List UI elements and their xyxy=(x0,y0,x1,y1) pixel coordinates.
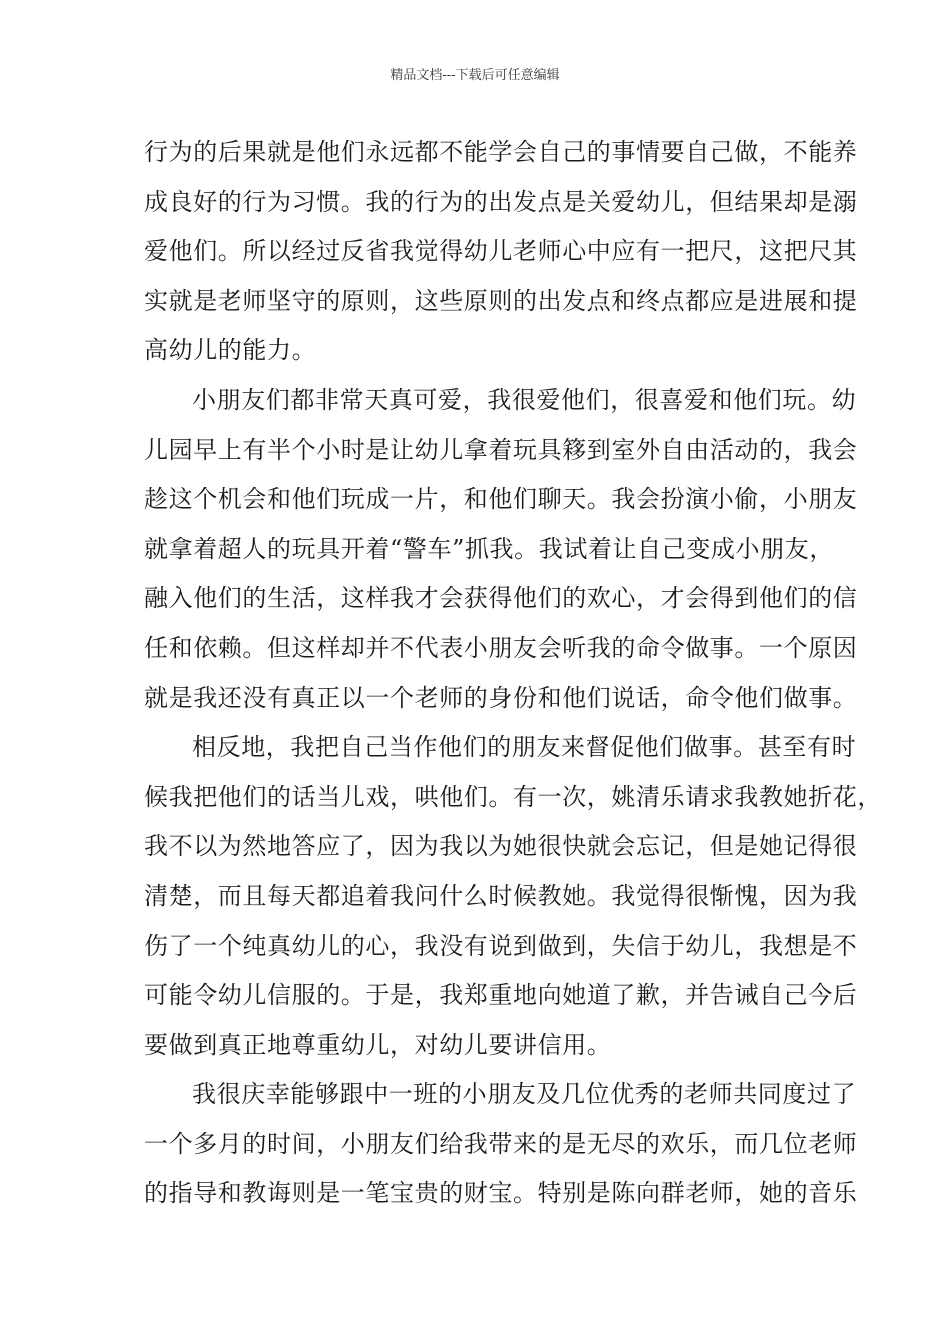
paragraph-first-line: 我很庆幸能够跟中一班的小朋友及几位优秀的老师共同度过了 xyxy=(192,1080,857,1109)
text-line: 伤了一个纯真幼儿的心，我没有说到做到，失信于幼儿，我想是不 xyxy=(144,931,858,960)
document-body xyxy=(144,128,882,1219)
text-line: 成良好的行为习惯。我的行为的出发点是关爱幼儿，但结果却是溺 xyxy=(144,187,858,216)
paragraph-first-line: 小朋友们都非常天真可爱，我很爱他们，很喜爱和他们玩。幼 xyxy=(192,385,857,414)
text-line: 要做到真正地尊重幼儿，对幼儿要讲信用。 xyxy=(144,1030,612,1059)
page-header: 精品文档---下载后可任意编辑 xyxy=(390,68,560,83)
text-line: 行为的后果就是他们永远都不能学会自己的事情要自己做，不能养 xyxy=(144,138,858,166)
text-line: 趁这个机会和他们玩成一片，和他们聊天。我会扮演小偷，小朋友 xyxy=(144,485,858,514)
text-line: 可能令幼儿信服的。于是，我郑重地向她道了歉，并告诫自己今后 xyxy=(144,981,858,1010)
text-line: 儿园早上有半个小时是让幼儿拿着玩具簃到室外自由活动的，我会 xyxy=(144,435,858,464)
text-line: 候我把他们的话当儿戏，哄他们。有一次，姚清乐请求我教她折花， xyxy=(144,782,882,811)
text-line: 一个多月的时间，小朋友们给我带来的是无尽的欢乐，而几位老师 xyxy=(144,1129,858,1158)
text-line: 融入他们的生活，这样我才会获得他们的欢心，才会得到他们的信 xyxy=(144,584,858,613)
text-line: 爱他们。所以经过反省我觉得幼儿老师心中应有一把尺，这把尺其 xyxy=(144,237,858,266)
text-line: 清楚，而且每天都追着我问什么时候教她。我觉得很惭愧，因为我 xyxy=(144,881,858,910)
paragraph-first-line: 相反地，我把自己当作他们的朋友来督促他们做事。甚至有时 xyxy=(192,733,857,762)
text-line: 任和依赖。但这样却并不代表小朋友会听我的命令做事。一个原因 xyxy=(144,633,858,662)
text-line: 实就是老师坚守的原则，这些原则的出发点和终点都应是进展和提 xyxy=(144,286,858,315)
text-line: 就是我还没有真正以一个老师的身份和他们说话，命令他们做事。 xyxy=(144,683,858,712)
text-line: 高幼儿的能力。 xyxy=(144,336,317,365)
text-line: 我不以为然地答应了，因为我以为她很快就会忘记，但是她记得很 xyxy=(144,832,858,861)
text-line: 的指导和教诲则是一笔宝贵的财宝。特别是陈向群老师，她的音乐 xyxy=(144,1179,858,1208)
text-line: 就拿着超人的玩具开着“警车”抓我。我试着让自己变成小朋友， xyxy=(144,534,834,563)
